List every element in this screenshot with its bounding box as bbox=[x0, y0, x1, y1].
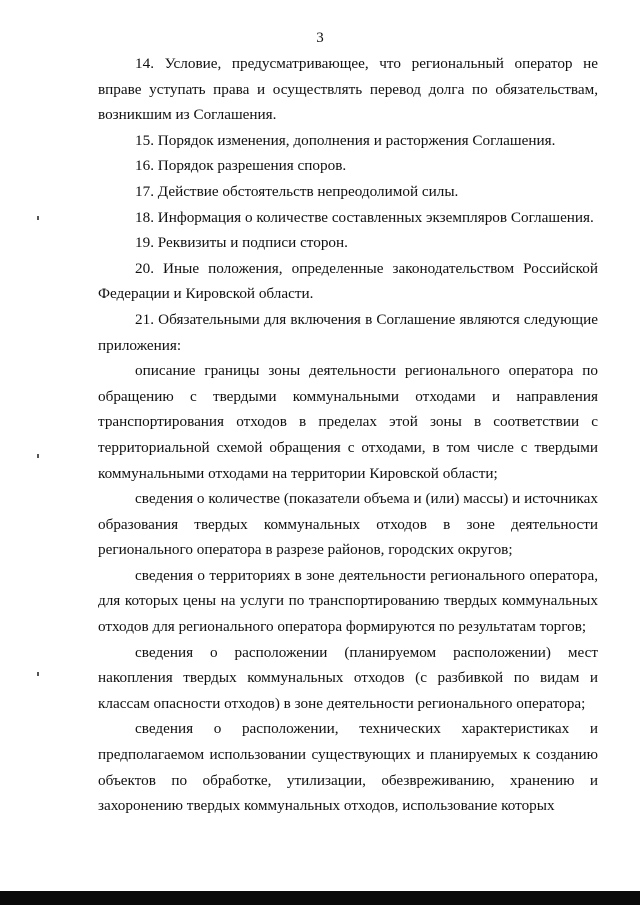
document-body bbox=[98, 51, 598, 819]
paragraph-16: 16. Порядок разрешения споров. bbox=[135, 157, 347, 175]
scan-bottom-border bbox=[0, 891, 640, 905]
scan-mark bbox=[37, 216, 39, 220]
paragraph-14: 14. Условие, предусматривающее, что региональный оператор не вправе уступать права и осуществлять перевод долга по обязательствам, возникшим из Соглашения. bbox=[98, 55, 598, 124]
scan-mark bbox=[37, 672, 39, 676]
scan-mark bbox=[37, 454, 39, 458]
paragraph-18: 18. Информация о количестве составленных экземпляров Соглашения. bbox=[135, 208, 594, 226]
appendix-item-territories-tenders: сведения о территориях в зоне деятельности регионального оператора, для которых цены на услуги по транспортированию твердых коммунальных отходов для регионального оператора формируются по результатам торгов; bbox=[98, 566, 598, 636]
paragraph-17: 17. Действие обстоятельств непреодолимой силы. bbox=[135, 182, 459, 200]
appendix-item-facilities: сведения о расположении, технических характеристиках и предполагаемом использовании существующих и планируемых к созданию объектов по обработке, утилизации, обезвреживанию, хранению и захоронению твердых коммунальных отходов, использование которых bbox=[98, 720, 598, 815]
paragraph-15: 15. Порядок изменения, дополнения и расторжения Соглашения. bbox=[135, 131, 556, 149]
appendix-item-zone-boundary: описание границы зоны деятельности регионального оператора по обращению с твердыми коммунальными отходами и направления транспортирования отходов в пределах этой зоны в соответствии с территориальной схемой обращения с отходами, в том числе с твердыми коммунальными отходами на территории Кировской области; bbox=[98, 362, 598, 482]
appendix-item-accumulation-sites: сведения о расположении (планируемом расположении) мест накопления твердых коммунальных отходов (с разбивкой по видам и классам опасности отходов) в зоне деятельности регионального оператора; bbox=[98, 643, 598, 712]
paragraph-21: 21. Обязательными для включения в Соглашение являются следующие приложения: bbox=[98, 310, 598, 354]
appendix-item-waste-quantity: сведения о количестве (показатели объема и (или) массы) и источниках образования твердых коммунальных отходов в зоне деятельности регионального оператора в разрезе районов, городских округов; bbox=[98, 490, 598, 559]
paragraph-20: 20. Иные положения, определенные законодательством Российской Федерации и Кировской области. bbox=[98, 259, 598, 303]
paragraph-19: 19. Реквизиты и подписи сторон. bbox=[135, 234, 348, 252]
page-number: 3 bbox=[316, 30, 324, 46]
